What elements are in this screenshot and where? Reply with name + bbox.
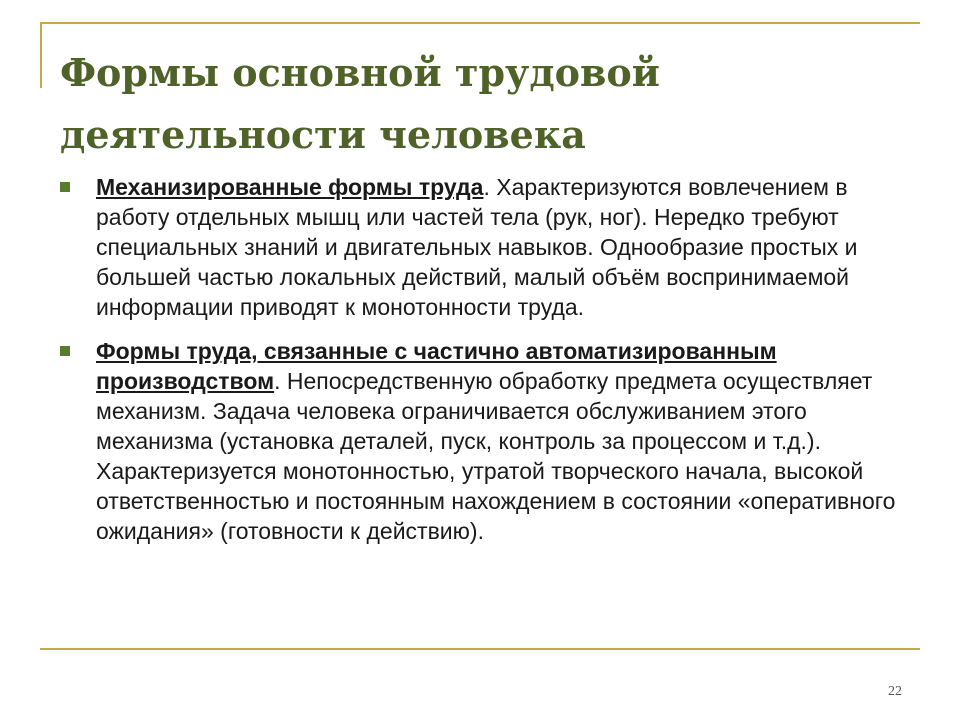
bullet-text: . Непосредственную обработку предмета осуществляет механизм. Задача человека ограничивается обслуживанием этого механизма (установка деталей, пуск, контроль за процессом и т.д.). Характеризуется монотонностью, утратой творческого начала, высокой ответственностью и постоянным нахождением в состоянии «оперативного ожидания» (готовности к действию). xyxy=(96,368,896,544)
frame-top-line xyxy=(40,22,920,24)
frame-left-line xyxy=(40,22,42,88)
title-line-2: деятельности человека xyxy=(60,112,586,157)
square-bullet-icon xyxy=(60,182,70,192)
square-bullet-icon xyxy=(60,346,70,356)
bullet-list xyxy=(60,172,900,546)
frame-bottom-line xyxy=(40,648,920,650)
bullet-text: . Характеризуются вовлечением в работу отдельных мышц или частей тела (рук, ног). Нередко требуют специальных знаний и двигательных навыков. Однообразие простых и большей частью локальных действий, малый объём воспринимаемой информации приводят к монотонности труда. xyxy=(96,174,858,320)
bullet-item-automated xyxy=(60,336,900,546)
bullet-item-mechanized xyxy=(60,172,900,322)
title-line-1: Формы основной трудовой xyxy=(60,50,660,95)
slide-title xyxy=(60,42,920,166)
bullet-term: Формы труда, связанные с частично автоматизированным производством xyxy=(96,338,777,394)
page-number: 22 xyxy=(888,684,902,699)
bullet-term: Механизированные формы труда xyxy=(96,174,484,200)
